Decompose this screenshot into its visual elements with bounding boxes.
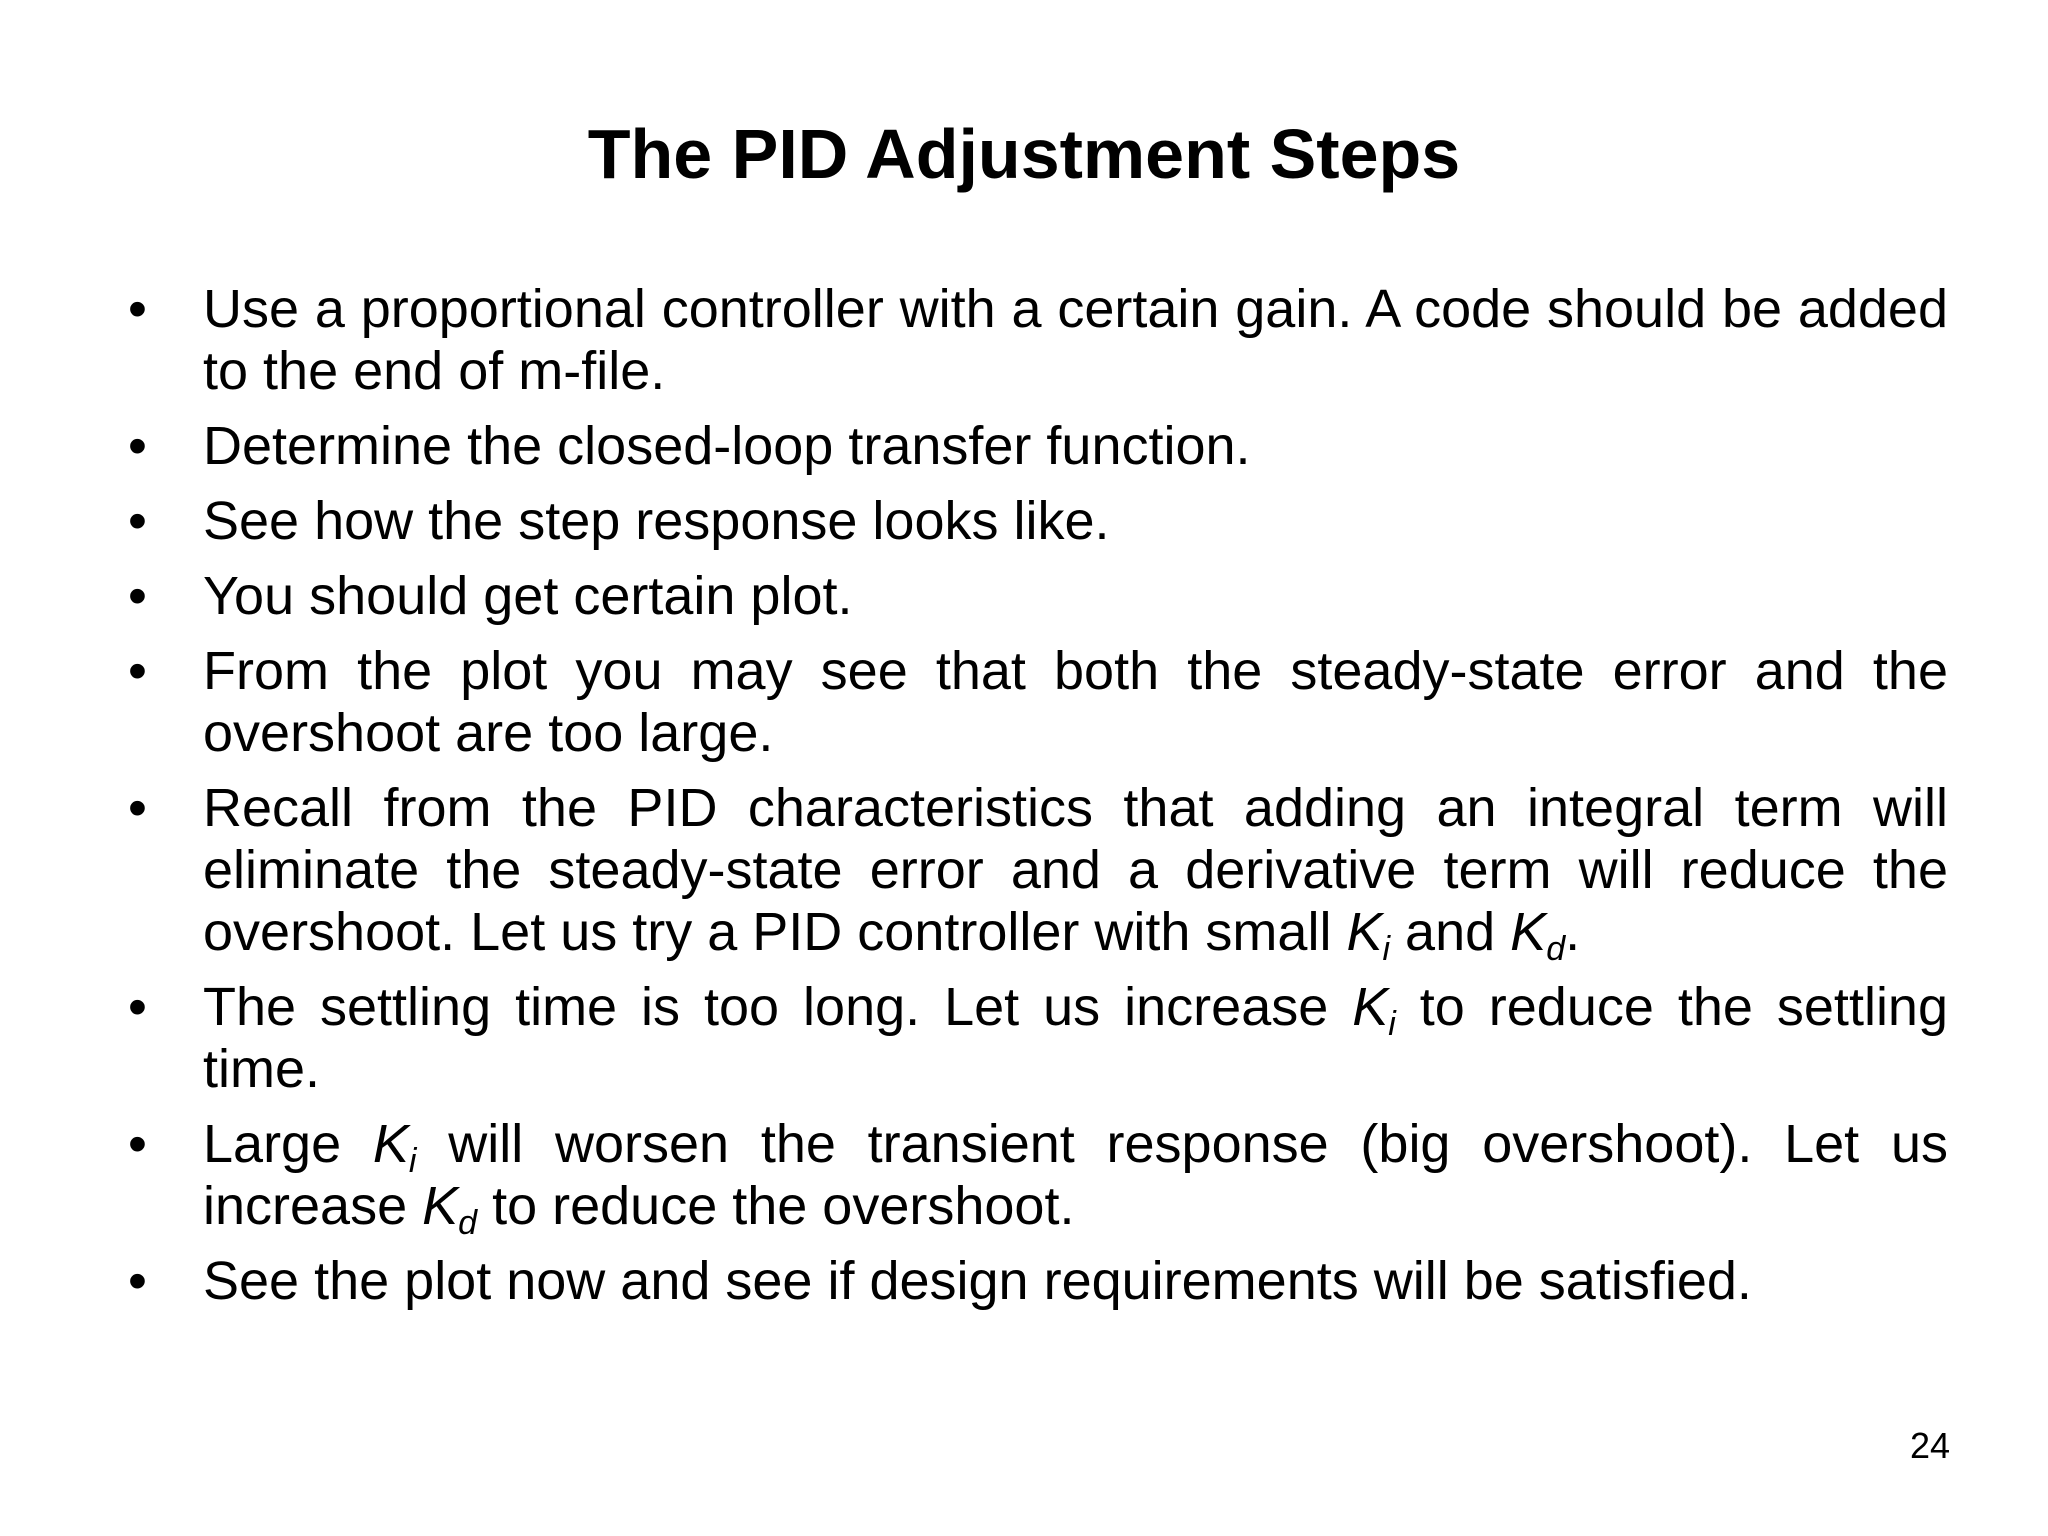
bullet-text: You should get certain plot. bbox=[203, 566, 853, 626]
bullet-text: Determine the closed-loop transfer function. bbox=[203, 416, 1251, 476]
bullet-text: Large bbox=[203, 1114, 373, 1174]
bullet-item bbox=[128, 278, 1948, 402]
gain-symbol: K bbox=[422, 1176, 459, 1236]
bullet-marker: • bbox=[128, 1251, 147, 1311]
bullet-marker: • bbox=[128, 778, 147, 838]
bullet-marker: • bbox=[128, 279, 147, 339]
bullet-text: . bbox=[1565, 902, 1581, 962]
bullet-item bbox=[128, 640, 1948, 764]
bullet-text: From the plot you may see that both the steady-state error and the overshoot are too large. bbox=[203, 641, 1948, 763]
bullet-text: See the plot now and see if design requirements will be satisfied. bbox=[203, 1251, 1752, 1311]
gain-subscript: d bbox=[1546, 930, 1566, 968]
bullet-marker: • bbox=[128, 491, 147, 551]
bullet-text: Use a proportional controller with a certain gain. A code should be added to the end of m-file. bbox=[203, 279, 1948, 401]
bullet-item bbox=[128, 490, 1948, 552]
gain-symbol: K bbox=[1510, 902, 1547, 962]
gain-symbol: K bbox=[372, 1114, 409, 1174]
gain-subscript: i bbox=[1382, 930, 1391, 968]
bullet-item bbox=[128, 1250, 1948, 1312]
gain-symbol: K bbox=[1352, 977, 1389, 1037]
slide-title: The PID Adjustment Steps bbox=[587, 115, 1461, 193]
bullet-marker: • bbox=[128, 641, 147, 701]
bullet-item bbox=[128, 976, 1948, 1100]
bullet-marker: • bbox=[128, 1114, 147, 1174]
bullet-item bbox=[128, 1113, 1948, 1242]
page-number: 24 bbox=[1909, 1425, 1950, 1466]
bullet-marker: • bbox=[128, 416, 147, 476]
bullet-item bbox=[128, 415, 1948, 477]
bullet-item bbox=[128, 565, 1948, 627]
gain-subscript: i bbox=[408, 1142, 417, 1180]
bullet-list bbox=[128, 278, 1948, 1325]
gain-symbol: K bbox=[1346, 902, 1383, 962]
bullet-text: will worsen the transient response (big overshoot). Let us increase bbox=[203, 1114, 1948, 1236]
bullet-text: to reduce the settling time. bbox=[203, 977, 1949, 1099]
bullet-marker: • bbox=[128, 566, 147, 626]
bullet-item bbox=[128, 777, 1948, 968]
gain-subscript: d bbox=[458, 1204, 478, 1242]
bullet-text: The settling time is too long. Let us increase bbox=[203, 977, 1353, 1037]
bullet-text: See how the step response looks like. bbox=[203, 491, 1110, 551]
bullet-text: and bbox=[1390, 902, 1511, 962]
gain-subscript: i bbox=[1388, 1005, 1396, 1043]
bullet-marker: • bbox=[128, 977, 147, 1037]
bullet-text: Recall from the PID characteristics that adding an integral term will eliminate the steady-state error and a derivative term will reduce the overshoot. Let us try a PID controller with small bbox=[203, 778, 1948, 962]
bullet-text: to reduce the overshoot. bbox=[477, 1176, 1075, 1236]
